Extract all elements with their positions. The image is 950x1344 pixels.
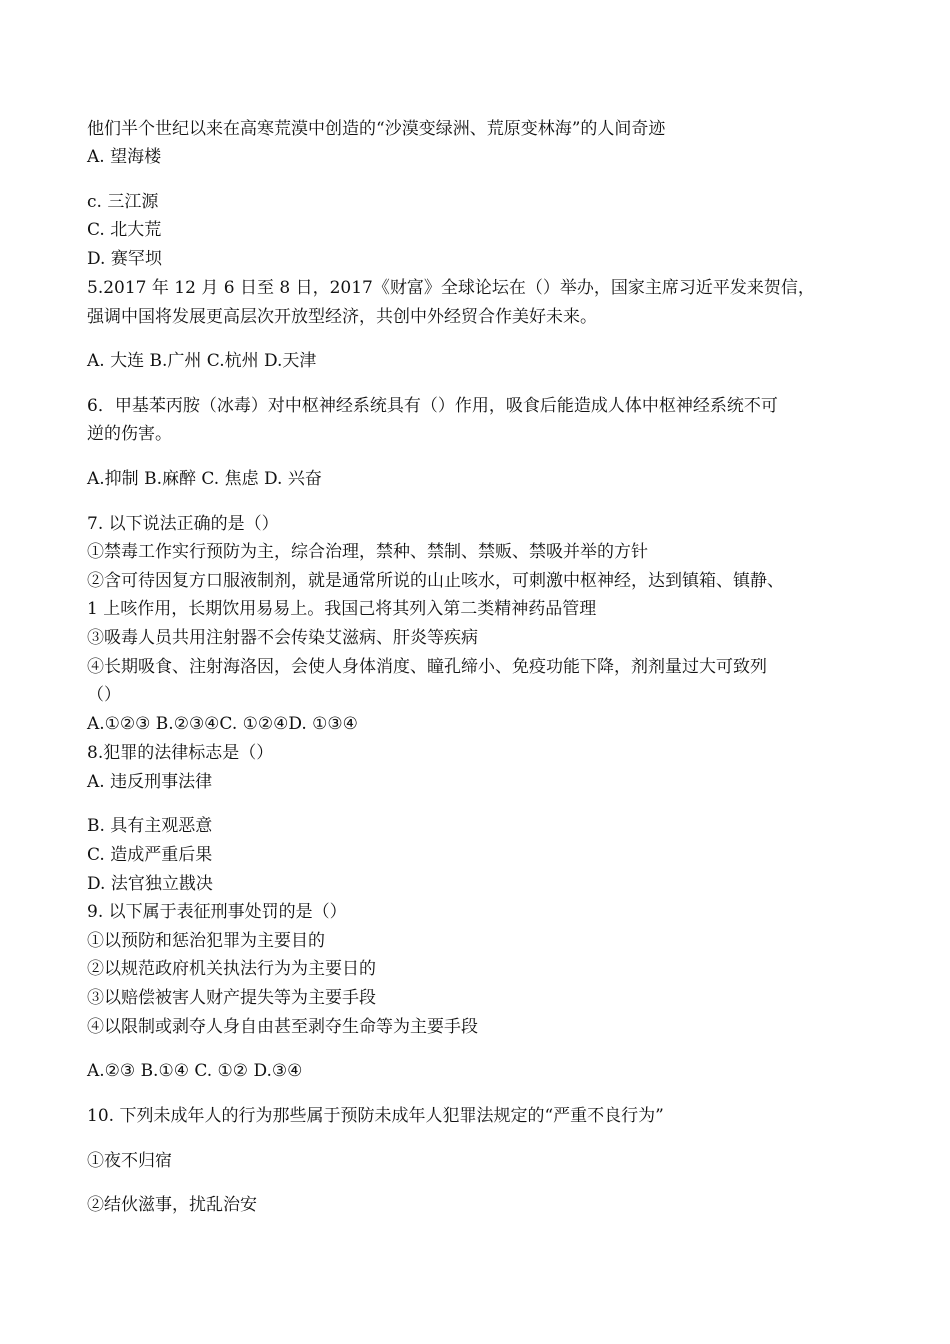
text-line: C. 造成严重后果 [87, 845, 213, 865]
text-line: A.②③ B.①④ C. ①② D.③④ [87, 1061, 303, 1081]
text-line: c. 三江源 [87, 192, 159, 212]
text-line: 强调中国将发展更高层次开放型经济，共创中外经贸合作美好未来。 [87, 307, 597, 327]
text-line: ④以限制或剥夺人身自由甚至剥夺生命等为主要手段 [87, 1017, 478, 1037]
text-line: 他们半个世纪以来在高寒荒漠中创造的“沙漠变绿洲、荒原变林海”的人间奇迹 [87, 119, 666, 139]
question-10: 10. 下列未成年人的行为那些属于预防未成年人犯罪法规定的“严重不良行为” [87, 1106, 664, 1126]
text-line: ③以赔偿被害人财产提失等为主要手段 [87, 988, 376, 1008]
text-line: A.①②③ B.②③④C. ①②④D. ①③④ [87, 714, 358, 734]
question-7: 7. 以下说法正确的是（） [87, 514, 279, 534]
text-line: ②以规范政府机关执法行为为主要日的 [87, 959, 376, 979]
text-line: ④长期吸食、注射海洛因，会使人身体消度、瞳孔缔小、免疫功能下降，剂剂量过大可致列 [87, 657, 767, 677]
text-line: ①以预防和惩治犯罪为主要目的 [87, 931, 325, 951]
text-line: ③吸毒人员共用注射器不会传染艾滋病、肝炎等疾病 [87, 628, 478, 648]
text-line: D. 法官独立戡决 [87, 874, 213, 894]
text-line: A. 大连 B.广州 C.杭州 D.天津 [87, 351, 317, 371]
text-line: ①夜不归宿 [87, 1151, 172, 1171]
text-line: B. 具有主观恶意 [87, 816, 213, 836]
text-line: 逆的伤害。 [87, 424, 172, 444]
text-line: （） [87, 685, 121, 705]
text-line: A.抑制 B.麻醉 C. 焦虑 D. 兴奋 [87, 469, 322, 489]
text-line: C. 北大荒 [87, 220, 162, 240]
question-9: 9. 以下属于表征刑事处罚的是（） [87, 902, 347, 922]
question-8: 8.犯罪的法律标志是（） [87, 743, 274, 763]
question-6: 6．甲基苯丙胺（冰毒）对中枢神经系统具有（）作用，吸食后能造成人体中枢神经系统不可 [87, 396, 778, 416]
text-line: ①禁毒工作实行预防为主，综合治理，禁种、禁制、禁贩、禁吸并举的方针 [87, 542, 648, 562]
text-line: 1 上咳作用，长期饮用易易上。我国己将其列入第二类精神药品管理 [87, 599, 597, 619]
question-5: 5.2017 年 12 月 6 日至 8 日，2017《财富》全球论坛在（）举办，国家主席习近平发来贺信， [87, 278, 815, 298]
text-line: A. 望海楼 [87, 147, 162, 167]
text-line: A. 违反刑事法律 [87, 772, 213, 792]
text-line: D. 赛罕坝 [87, 249, 162, 269]
text-line: ②结伙滋事，扰乱治安 [87, 1195, 257, 1215]
text-line: ②含可待因复方口服液制剂，就是通常所说的山止咳水，可刺激中枢神经，达到镇箱、镇静、 [87, 571, 784, 591]
